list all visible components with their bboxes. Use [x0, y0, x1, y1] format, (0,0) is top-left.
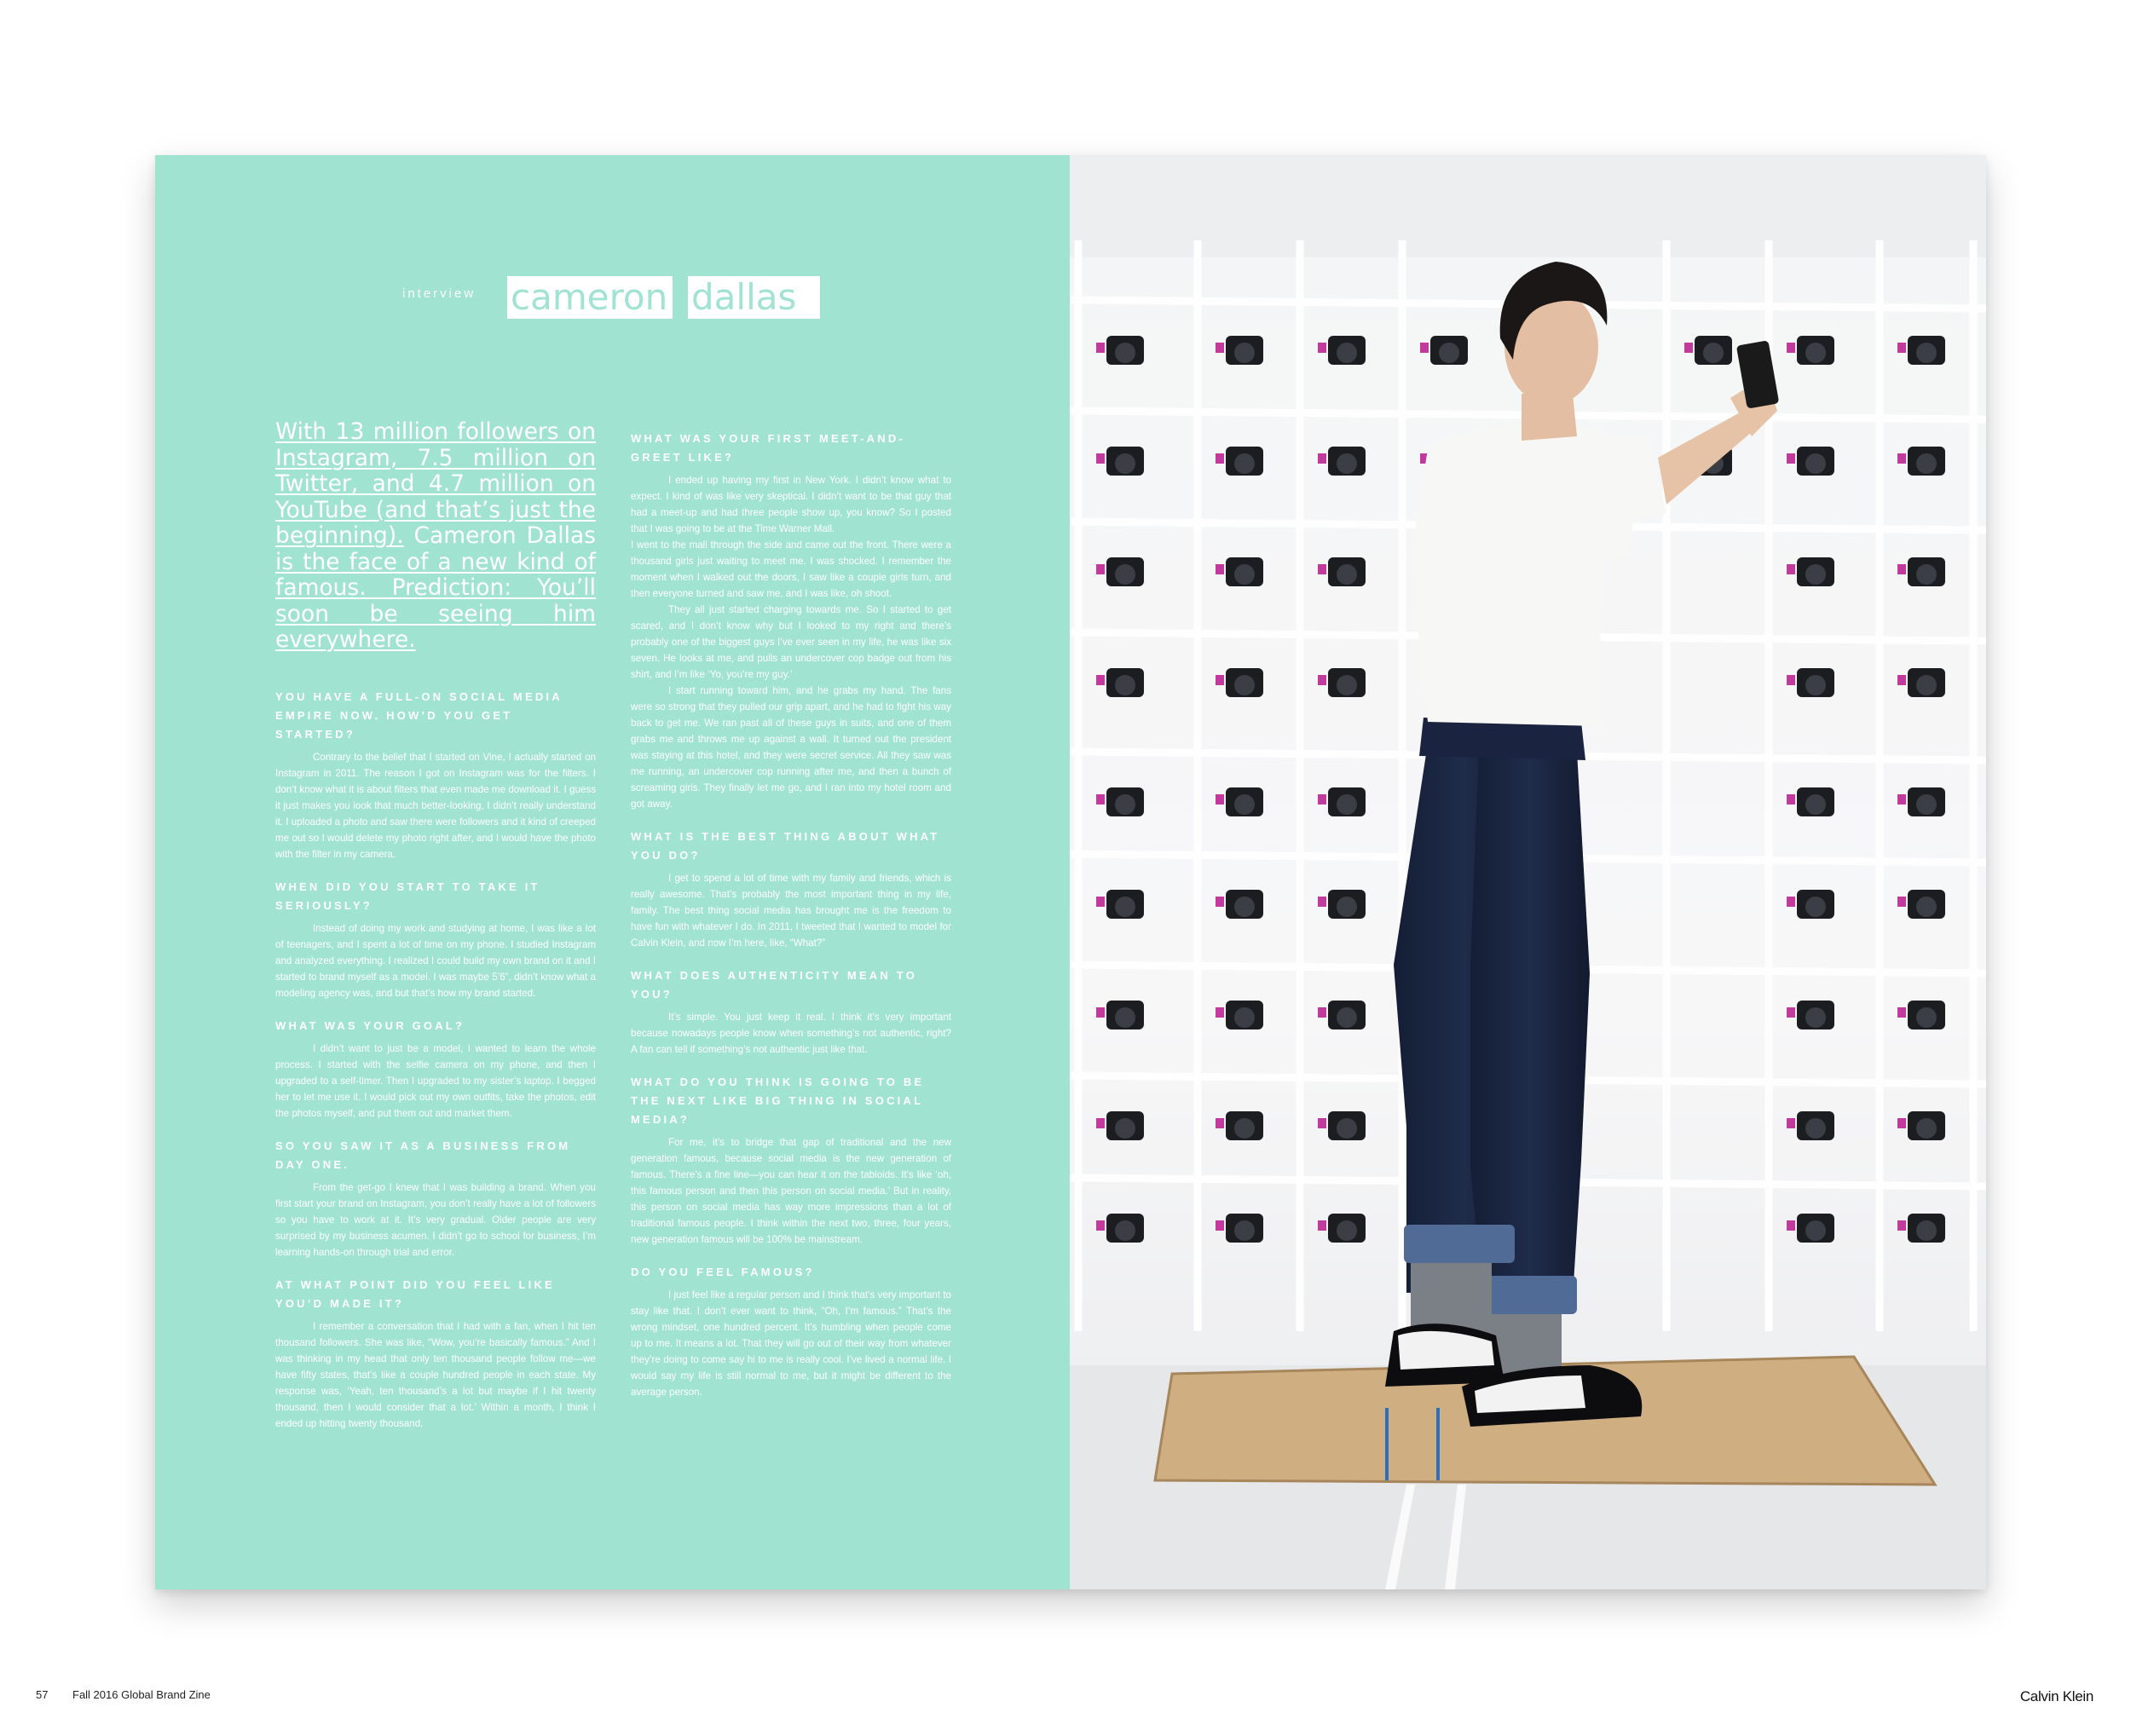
qa-block	[275, 688, 596, 862]
answer-paragraph: Contrary to the belief that I started on Vine, I actually started on Instagram in 2011. The reason I got on Instagram was for the filters. I don’t know what it is about filters that even made me download it. I guess it just makes you look that much better-looking, I didn’t really understand it. I uploaded a photo and saw there were followers and it kind of creeped me out so I would delete my photo right after, and I would have the photo with the filter in my camera.	[275, 752, 596, 860]
interview-answer	[631, 1287, 951, 1400]
intro-standfirst	[275, 419, 596, 654]
answer-paragraph: They all just started charging towards me. So I started to get scared, and I don’t know why but I looked to my right and there’s probably one of the biggest guys I’ve ever seen in my life, he was like six seven. He looks at me, and pulls an undercover cop badge out from his shirt, and I’m like ‘Yo, you’re my guy.’	[631, 604, 951, 680]
interview-answer	[631, 870, 951, 951]
qa-block	[275, 1276, 596, 1432]
interview-answer	[275, 1179, 596, 1260]
qa-block	[631, 430, 951, 812]
interview-answer	[275, 920, 596, 1001]
article-page	[155, 155, 1070, 1589]
answer-paragraph: I ended up having my first in New York. I didn’t know what to expect. I kind of was like very skeptical. I didn’t want to be that guy that had a meet-up and had three people show up, you know? So I posted that I was going to be at the Time Warner Mall.	[631, 475, 951, 534]
interview-question: WHAT WAS YOUR GOAL?	[275, 1019, 465, 1032]
intro-underlined-text: With 13 million followers on Instagram, 7.5 million on Twitter, and 4.7 million on YouTube (and that’s just the beginning).	[275, 418, 596, 549]
answer-paragraph: Instead of doing my work and studying at home, I was like a lot of teenagers, and I spent a lot of time on my phone. I studied Instagram and analyzed everything. I realized I could build my own brand on it and I started to brand myself as a model. I was maybe 5’6”, didn’t know what a modeling agency was, and but that’s how my brand started.	[275, 923, 596, 999]
qa-block	[275, 1017, 596, 1122]
answer-paragraph: I remember a conversation that I had with a fan, when I hit ten thousand followers. She was like, “Wow, you’re basically famous.” And I was thinking in my head that only ten thousand people follow me—we have fifty states, that’s like a couple hundred people in each state. My response was, ‘Yeah, ten thousand’s a lot but maybe if I hit twenty thousand, then I would consider that a lot.’ Within a month, I think I ended up hitting twenty thousand.	[275, 1321, 596, 1429]
answer-paragraph: I didn’t want to just be a model, I wanted to learn the whole process. I started with the selfie camera on my phone, and then I upgraded to a self-timer. Then I upgraded to my sister’s laptop. I begged her to let me use it. I would pick out my own outfits, take the photos, edit the photos myself, and put them out and market them.	[275, 1043, 596, 1119]
interview-question: SO YOU SAW IT AS A BUSINESS FROM DAY ONE.	[275, 1139, 571, 1171]
magazine-spread	[155, 155, 1986, 1589]
interview-question: WHEN DID YOU START TO TAKE IT SERIOUSLY?	[275, 880, 540, 912]
answer-paragraph: I get to spend a lot of time with my family and friends, which is really awesome. That’s probably the most important thing in my life, family. The best thing social media has brought me is the freedom to have fun with whatever I do. In 2011, I tweeted that I wanted to model for Calvin Klein, and now I’m here, like, “What?”	[631, 873, 951, 949]
publication-name: Fall 2016 Global Brand Zine	[72, 1688, 211, 1701]
interview-answer	[275, 1318, 596, 1432]
qa-block	[631, 966, 951, 1058]
qa-block	[631, 828, 951, 951]
answer-paragraph: From the get-go I knew that I was building a brand. When you first start your brand on Instagram, you don’t really have a lot of followers so you have to work at it. It’s very gradual. Older people are very surprised by my business acumen. I didn’t go to school for business, I’m learning hands-on through trial and error.	[275, 1182, 596, 1258]
qa-block	[631, 1263, 951, 1400]
answer-paragraph: It’s simple. You just keep it real. I think it’s very important because nowadays people know when something’s not authentic, right? A fan can tell if something’s not authentic just like that.	[631, 1012, 951, 1055]
answer-paragraph: I start running toward him, and he grabs my hand. The fans were so strong that they pulled our grip apart, and he had to fight his way back to get me. We ran past all of these guys in suits, and one of them grabs me and throws me up against a wall. It turned out the president was staying at this hotel, and they were secret service. All they saw was me running, an undercover cop running after me, and then a bunch of screaming girls. They finally let me go, and I ran into my hotel room and got away.	[631, 685, 951, 810]
photo-page	[1070, 155, 1986, 1589]
interview-question: WHAT WAS YOUR FIRST MEET-AND-GREET LIKE?	[631, 432, 905, 464]
title-first-name: cameron	[507, 276, 673, 319]
brand-wordmark: Calvin Klein	[2019, 1688, 2093, 1704]
interview-question: AT WHAT POINT DID YOU FEEL LIKE YOU’D MADE IT?	[275, 1278, 555, 1310]
qa-block	[275, 878, 596, 1001]
title-last-name: dallas	[688, 276, 820, 319]
interview-answer	[631, 1009, 951, 1058]
interview-column-right	[631, 430, 951, 1416]
qa-block	[275, 1137, 596, 1260]
interview-question: YOU HAVE A FULL-ON SOCIAL MEDIA EMPIRE NOW. HOW’D YOU GET STARTED?	[275, 690, 563, 741]
interview-question: WHAT DO YOU THINK IS GOING TO BE THE NEXT LIKE BIG THING IN SOCIAL MEDIA?	[631, 1076, 925, 1126]
interview-question: WHAT IS THE BEST THING ABOUT WHAT YOU DO?	[631, 830, 940, 862]
intro-name-text: Cameron Dallas	[403, 522, 596, 549]
answer-paragraph: I went to the mall through the side and came out the front. There were a thousand girls just waiting to meet me. I was shocked. I remember the moment when I walked out the doors, I saw like a couple girls turn, and then everyone turned and saw me, and I was like, oh shoot.	[631, 539, 951, 599]
interview-answer	[631, 472, 951, 812]
interview-answer	[631, 1134, 951, 1248]
interview-column-left	[275, 688, 596, 1447]
interview-question: WHAT DOES AUTHENTICITY MEAN TO YOU?	[631, 969, 918, 1001]
answer-paragraph: I just feel like a regular person and I think that’s very important to stay like that. I don’t ever want to think, “Oh, I’m famous.” That’s the wrong mindset, one hundred percent. It’s humbling when people come up to me. It means a lot. That they will go out of their way from whatever they’re doing to come say hi to me is really cool. I’ve lived a normal life. I would say my life is still normal to me, but it might be different to the average person.	[631, 1289, 951, 1398]
interview-question: DO YOU FEEL FAMOUS?	[631, 1266, 815, 1278]
section-kicker: interview	[402, 286, 476, 301]
page-number: 57	[36, 1688, 49, 1701]
intro-underlined-text-2: is the face of a new kind of famous. Prediction: You’ll soon be seeing him everywhere.	[275, 548, 596, 653]
answer-paragraph: For me, it’s to bridge that gap of traditional and the new generation famous, because social media is the new generation of famous. There’s a fine line—you can hear it on the tabloids. It’s like ‘oh, this famous person and then this person on social media.’ But in reality, this person on social media has way more impressions than a lot of traditional famous people. I think within the next two, three, four years, new generation famous will be 100% be mainstream.	[631, 1137, 951, 1245]
ceiling	[1070, 155, 1986, 257]
portrait-photo	[1070, 155, 1986, 1589]
qa-block	[631, 1073, 951, 1248]
interview-answer	[275, 749, 596, 862]
interview-answer	[275, 1041, 596, 1122]
